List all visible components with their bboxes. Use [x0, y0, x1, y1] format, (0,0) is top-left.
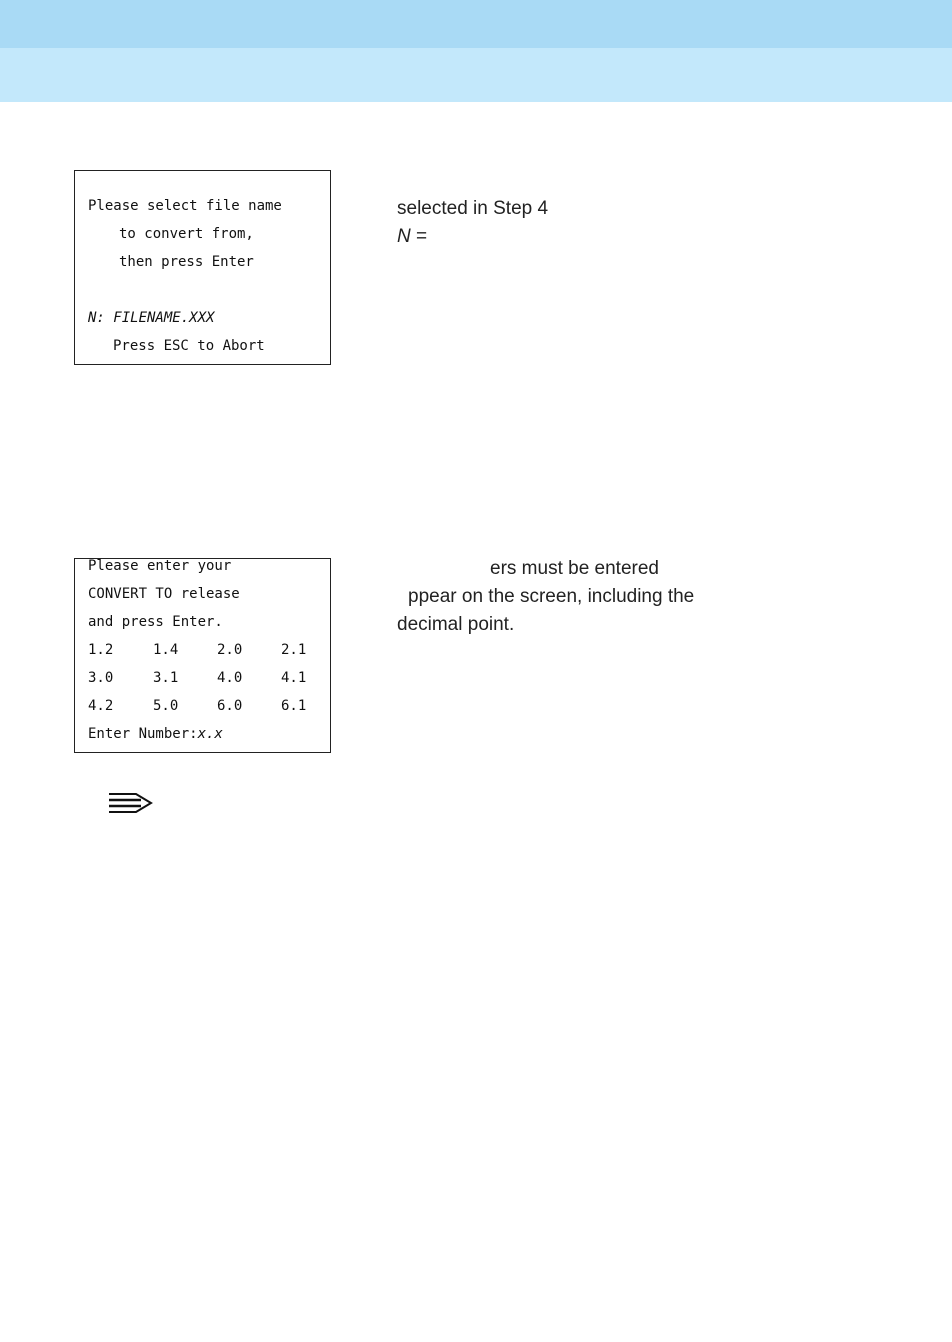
header-band-top [0, 0, 952, 48]
prompt-value: x.x [197, 726, 223, 742]
screen2-line-3: and press Enter. [88, 614, 223, 630]
header-band-bottom [0, 48, 952, 102]
version-option: 1.4 [153, 642, 179, 658]
instruction-line-2: ppear on the screen, including the [408, 586, 695, 607]
equals-sign: = [410, 226, 428, 247]
prompt-label: Enter Number: [88, 726, 198, 742]
version-option: 4.2 [88, 698, 114, 714]
step-text-line-1: selected in Step 4 [397, 198, 549, 219]
screen1-line-1: Please select file name [88, 198, 282, 214]
instruction-line-1: ers must be entered [490, 558, 659, 579]
version-option: 4.1 [281, 670, 307, 686]
version-option: 3.1 [153, 670, 179, 686]
screen2-line-1: Please enter your [88, 558, 232, 574]
instruction-line-3: decimal point. [397, 614, 515, 635]
version-option: 6.1 [281, 698, 307, 714]
screen2-line-2: CONVERT TO release [88, 586, 240, 602]
note-arrow-icon [108, 792, 154, 814]
version-option: 2.0 [217, 642, 243, 658]
enter-number-prompt [88, 725, 223, 743]
screen1-line-3: then press Enter [119, 254, 254, 270]
version-option: 2.1 [281, 642, 307, 658]
version-option: 5.0 [153, 698, 179, 714]
version-option: 3.0 [88, 670, 114, 686]
version-option: 4.0 [217, 670, 243, 686]
version-option: 1.2 [88, 642, 114, 658]
abort-hint: Press ESC to Abort [113, 338, 265, 354]
version-option: 6.0 [217, 698, 243, 714]
screen1-line-2: to convert from, [119, 226, 254, 242]
convert-release-screen [74, 558, 331, 753]
variable-n: N [397, 226, 411, 247]
filename-prompt: N: FILENAME.XXX [88, 310, 215, 326]
select-file-screen [74, 170, 331, 365]
step-text-line-2 [397, 225, 427, 249]
